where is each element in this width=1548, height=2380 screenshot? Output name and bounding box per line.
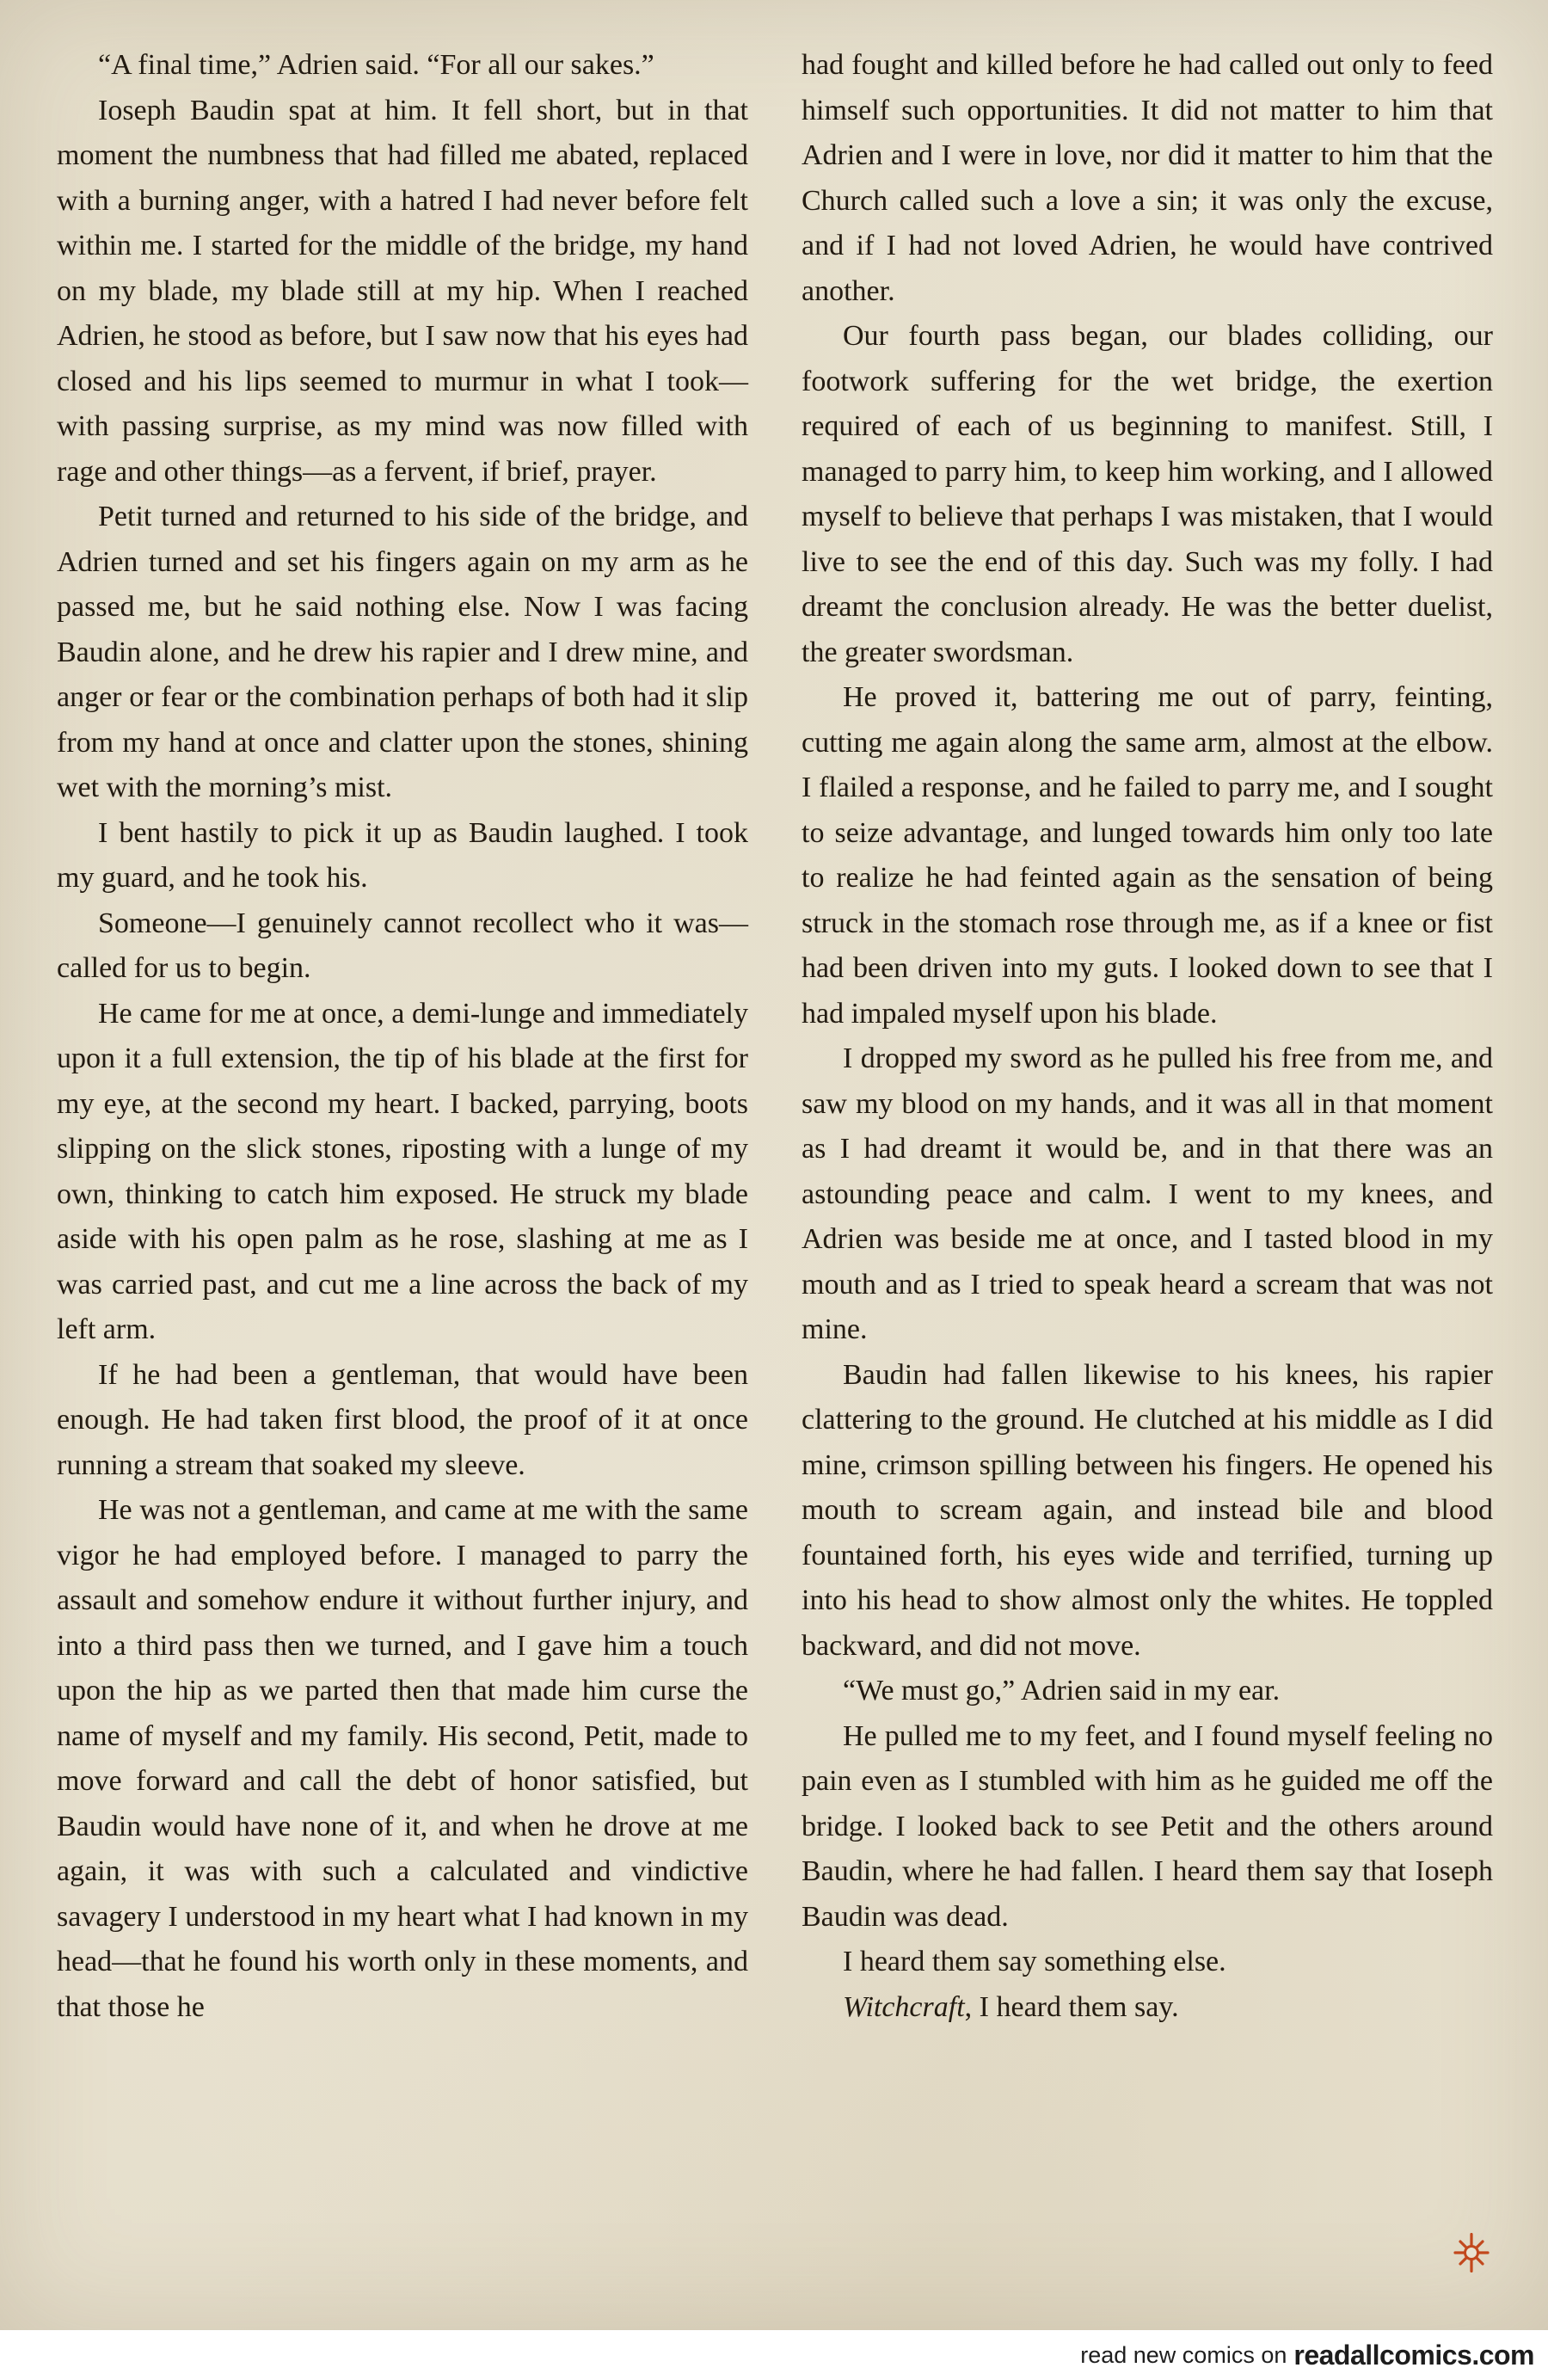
footer-bar	[0, 2330, 1548, 2380]
paragraph: If he had been a gentleman, that would have been enough. He had taken first blood, the proof of it at once running a stream that soaked my sleeve.	[57, 1358, 748, 1481]
paragraph: He pulled me to my feet, and I found myself feeling no pain even as I stumbled with him as he guided me off the bridge. I looked back to see Petit and the others around Baudin, where he had fallen. I heard them say that Ioseph Baudin was dead.	[802, 1719, 1493, 1933]
paragraph: I dropped my sword as he pulled his free from me, and saw my blood on my hands, and it was all in that moment as I had dreamt it would be, and in that there was an astounding peace and calm. I went to my knees, and Adrien was beside me at once, and I tasted blood in my mouth and as I tried to speak heard a scream that was not mine.	[802, 1042, 1493, 1345]
paragraph-continuation: had fought and killed before he had called out only to feed himself such opportunities. It did not matter to him that Adrien and I were in love, nor did it matter to him that the Church called such a love a sin; it was only the excuse, and if I had not loved Adrien, he would have contrived another.	[802, 49, 1493, 307]
paragraph: He proved it, battering me out of parry, feinting, cutting me again along the same arm, almost at the elbow. I flailed a response, and he failed to parry me, and I sought to seize advantage, and lunged towards him only too late to realize he had feinted again as the sensation of being struck in the stomach rose through me, as if a knee or fist had been driven into my guts. I looked down to see that I had impaled myself upon his blade.	[802, 681, 1493, 1030]
site-link[interactable]: readallcomics.com	[1293, 2339, 1534, 2371]
paragraph: “We must go,” Adrien said in my ear.	[843, 1675, 1281, 1707]
paragraph: “A final time,” Adrien said. “For all our sakes.”	[98, 49, 654, 81]
paragraph: Someone—I genuinely cannot recollect who it was—called for us to begin.	[57, 907, 748, 984]
italic-word: Witchcraft	[843, 1990, 965, 2023]
paragraph: Ioseph Baudin spat at him. It fell short, but in that moment the numbness that had filled me abated, replaced with a burning anger, with a hatred I had never before felt within me. I started for the middle of the bridge, my hand on my blade, my blade still at my hip. When I reached Adrien, he stood as before, but I saw now that his eyes had closed and his lips seemed to murmur in what I took—with passing surprise, as my mind was now filled with rage and other things—as a fervent, if brief, prayer.	[57, 94, 748, 488]
paragraph: He came for me at once, a demi-lunge and immediately upon it a full extension, the tip of his blade at the first for my eye, at the second my heart. I backed, parrying, boots slipping on the slick stones, riposting with a lunge of my own, thinking to catch him exposed. He struck my blade aside with his open palm as he rose, slashing at me as I was carried past, and cut me a line across the back of my left arm.	[57, 997, 748, 1345]
paragraph: I heard them say something else.	[843, 1946, 1226, 1977]
paragraph-final	[802, 1985, 1493, 2031]
text-column-left	[57, 43, 748, 2030]
paragraph: Baudin had fallen likewise to his knees, his rapier clattering to the ground. He clutched at his middle as I did mine, crimson spilling between his fingers. He opened his mouth to scream again, and instead bile and blood fountained forth, his eyes wide and terrified, turning up into his head to show almost only the whites. He toppled backward, and did not move.	[802, 1358, 1493, 1662]
paragraph: I bent hastily to pick it up as Baudin laughed. I took my guard, and he took his.	[57, 816, 748, 894]
paragraph: He was not a gentleman, and came at me with the same vigor he had employed before. I managed to parry the assault and somehow endure it without further injury, and into a third pass then we turned, and I gave him a touch upon the hip as we parted then that made him curse the name of myself and my family. His second, Petit, made to move forward and call the debt of honor satisfied, but Baudin would have none of it, and when he drove at me again, it was with such a calculated and vindictive savagery I understood in my heart what I had known in my head—that he found his worth only in these moments, and that those he	[57, 1494, 748, 2023]
sunburst-icon	[1452, 2233, 1491, 2272]
footer-text: read new comics on	[1080, 2341, 1287, 2368]
paragraph: Our fourth pass began, our blades colliding, our footwork suffering for the wet bridge, the exertion required of each of us beginning to manifest. Still, I managed to parry him, to keep him working, and I allowed myself to believe that perhaps I was mistaken, that I would live to see the end of this day. Such was my folly. I had dreamt the conclusion already. He was the better duelist, the greater swordsman.	[802, 320, 1493, 668]
paragraph-final-rest: , I heard them say.	[964, 1990, 1179, 2023]
text-column-right	[802, 43, 1493, 2030]
paragraph: Petit turned and returned to his side of the bridge, and Adrien turned and set his fingers again on my arm as he passed me, but he said nothing else. Now I was facing Baudin alone, and he drew his rapier and I drew mine, and anger or fear or the combination perhaps of both had it slip from my hand at once and clatter upon the stones, shining wet with the morning’s mist.	[57, 501, 748, 803]
